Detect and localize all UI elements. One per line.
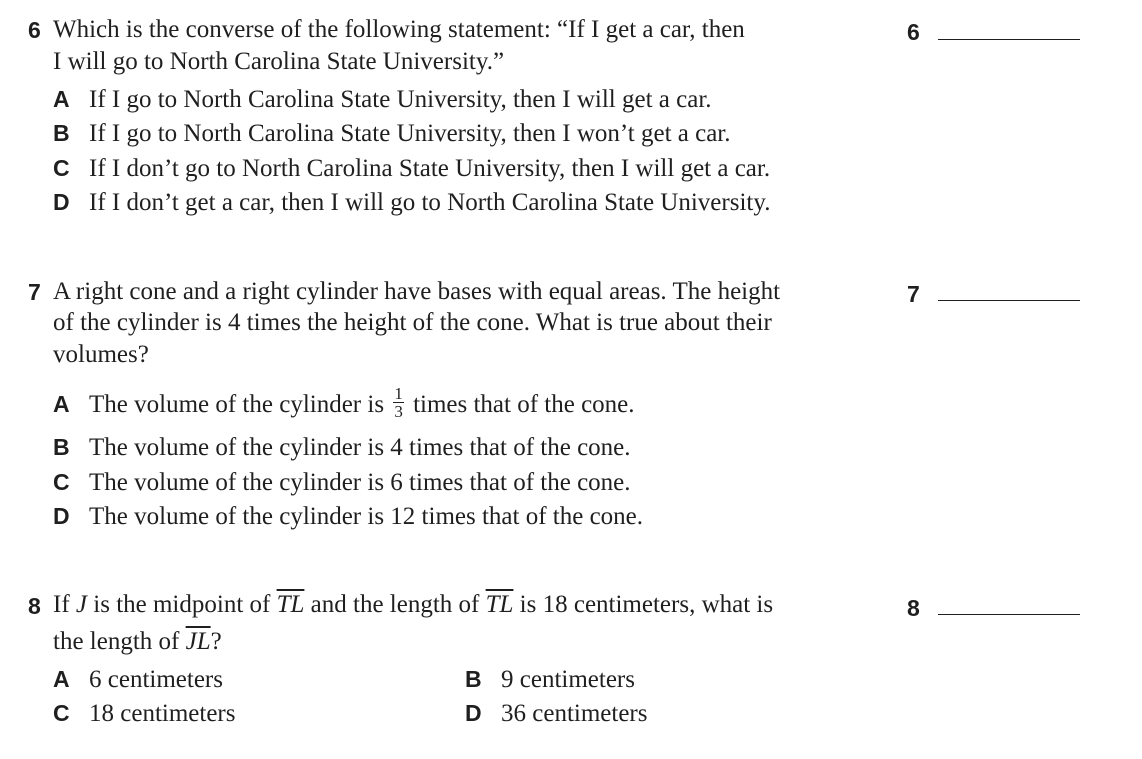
option-letter: D: [465, 700, 482, 726]
option-letter: D: [53, 189, 70, 215]
answer-label: 8: [907, 595, 920, 621]
answer-blank[interactable]: [938, 614, 1080, 615]
option-letter: A: [53, 391, 70, 418]
question-stem-line: [53, 590, 773, 620]
option-a[interactable]: [53, 84, 712, 115]
point-label: J: [75, 591, 88, 618]
stem-text: is 18 centimeters, what is: [513, 591, 774, 618]
option-d[interactable]: [53, 501, 643, 532]
option-text: 9 centimeters: [501, 666, 635, 693]
question-stem-line: I will go to North Carolina State University.”: [53, 48, 505, 75]
option-b[interactable]: [465, 664, 635, 695]
option-b[interactable]: [53, 118, 731, 149]
stem-text: If: [53, 591, 76, 618]
option-text: The volume of the cylinder is 6 times that of the cone.: [89, 469, 631, 496]
option-text: 36 centimeters: [501, 700, 648, 727]
question-number: 7: [28, 279, 41, 305]
answer-label: 7: [907, 281, 920, 307]
option-a[interactable]: [53, 384, 635, 424]
stem-text: ?: [210, 628, 222, 655]
option-text: If I go to North Carolina State University, then I will get a car.: [89, 86, 712, 113]
option-letter: C: [53, 469, 70, 495]
segment-label: $\overline{JL}$: [185, 628, 211, 655]
answer-blank[interactable]: [938, 300, 1080, 301]
question-stem-line: volumes?: [53, 341, 149, 368]
option-letter: A: [53, 86, 70, 112]
option-d[interactable]: [53, 187, 770, 218]
option-letter: B: [53, 120, 70, 146]
option-text: 6 centimeters: [89, 666, 223, 693]
answer-blank[interactable]: [938, 39, 1080, 40]
question-number: 6: [28, 17, 41, 43]
option-text: If I go to North Carolina State University, then I won’t get a car.: [89, 120, 731, 147]
segment-label: $\overline{TL}$: [276, 591, 305, 618]
fraction-denominator: 3: [394, 402, 403, 421]
option-letter: C: [53, 700, 70, 726]
option-letter: C: [53, 155, 70, 181]
option-text: The volume of the cylinder is 4 times that of the cone.: [89, 434, 631, 461]
stem-text: is the midpoint of: [87, 591, 277, 618]
option-c[interactable]: [53, 698, 235, 729]
option-text: If I don’t get a car, then I will go to North Carolina State University.: [89, 189, 771, 216]
question-stem-line: of the cylinder is 4 times the height of the cone. What is true about their: [53, 309, 772, 336]
option-a[interactable]: [53, 664, 223, 695]
question-stem-line: A right cone and a right cylinder have bases with equal areas. The height: [53, 278, 781, 305]
option-text: The volume of the cylinder is: [89, 391, 385, 419]
option-c[interactable]: [53, 153, 770, 184]
option-d[interactable]: [465, 698, 647, 729]
option-letter: B: [53, 434, 70, 460]
segment-label: $\overline{TL}$: [485, 591, 514, 618]
option-text: 18 centimeters: [89, 700, 236, 727]
option-b[interactable]: [53, 432, 631, 463]
option-letter: B: [465, 666, 482, 692]
option-text: If I don’t go to North Carolina State University, then I will get a car.: [89, 155, 771, 182]
question-stem-line: [53, 627, 222, 657]
option-c[interactable]: [53, 467, 631, 498]
option-text: times that of the cone.: [413, 391, 635, 419]
answer-label: 6: [907, 19, 920, 45]
option-letter: D: [53, 503, 70, 529]
fraction-numerator: 1: [394, 384, 403, 403]
stem-text: and the length of: [304, 591, 486, 618]
option-text: The volume of the cylinder is 12 times that of the cone.: [89, 503, 644, 530]
option-letter: A: [53, 666, 70, 692]
question-stem-line: Which is the converse of the following statement: “If I get a car, then: [53, 16, 745, 43]
fraction: [393, 385, 404, 420]
stem-text: the length of: [53, 628, 186, 655]
question-number: 8: [28, 593, 41, 619]
